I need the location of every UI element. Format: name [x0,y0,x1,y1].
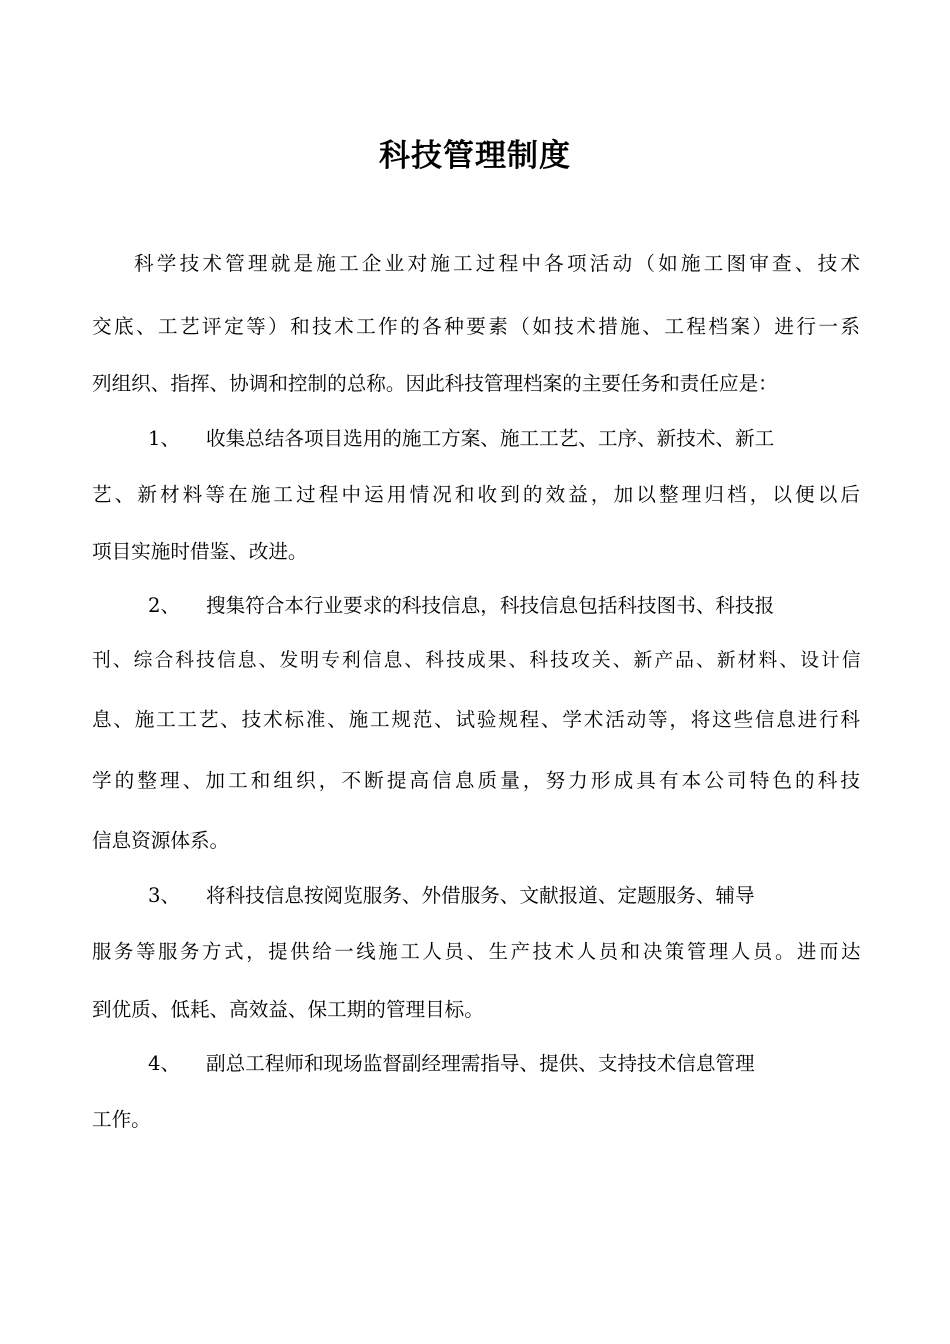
list-item-text: 收集总结各项目选用的施工方案、施工工艺、工序、新技术、新工 [206,427,775,450]
intro-line-1: 科学技术管理就是施工企业对施工过程中各项活动（如施工图审查、技术 [134,252,860,275]
list-item-3-line-2: 服务等服务方式，提供给一线施工人员、生产技术人员和决策管理人员。进而达 [92,940,860,963]
list-item-text: 副总工程师和现场监督副经理需指导、提供、支持技术信息管理 [206,1052,755,1075]
list-item-1-line-2: 艺、新材料等在施工过程中运用情况和收到的效益，加以整理归档，以便以后 [92,483,860,506]
list-item-2-first-line [92,589,860,623]
intro-line-3: 列组织、指挥、协调和控制的总称。因此科技管理档案的主要任务和责任应是： [92,372,778,395]
list-item-2-line-5: 信息资源体系。 [92,829,230,852]
list-item-3-first-line [92,879,860,913]
list-item-4-line-2: 工作。 [92,1108,151,1131]
list-item-3-line-3: 到优质、低耗、高效益、保工期的管理目标。 [92,998,484,1021]
page-title: 科技管理制度 [379,138,571,174]
list-item-4-first-line [92,1047,860,1081]
list-item-number: 1、 [148,427,181,450]
list-item-text: 将科技信息按阅览服务、外借服务、文献报道、定题服务、辅导 [206,884,755,907]
list-item-1-first-line [92,422,860,456]
list-item-2-line-2: 刊、综合科技信息、发明专利信息、科技成果、科技攻关、新产品、新材料、设计信 [92,650,860,671]
list-item-2-line-4: 学的整理、加工和组织，不断提高信息质量，努力形成具有本公司特色的科技 [92,769,860,792]
list-item-text: 搜集符合本行业要求的科技信息，科技信息包括科技图书、科技报 [206,594,775,617]
list-item-1-line-3: 项目实施时借鉴、改进。 [92,540,308,563]
intro-line-2: 交底、工艺评定等）和技术工作的各种要素（如技术措施、工程档案）进行一系 [92,315,860,338]
list-item-number: 3、 [148,884,181,907]
list-item-number: 4、 [148,1052,181,1075]
list-item-number: 2、 [148,594,181,617]
list-item-2-line-3: 息、施工工艺、技术标准、施工规范、试验规程、学术活动等，将这些信息进行科 [92,708,860,731]
